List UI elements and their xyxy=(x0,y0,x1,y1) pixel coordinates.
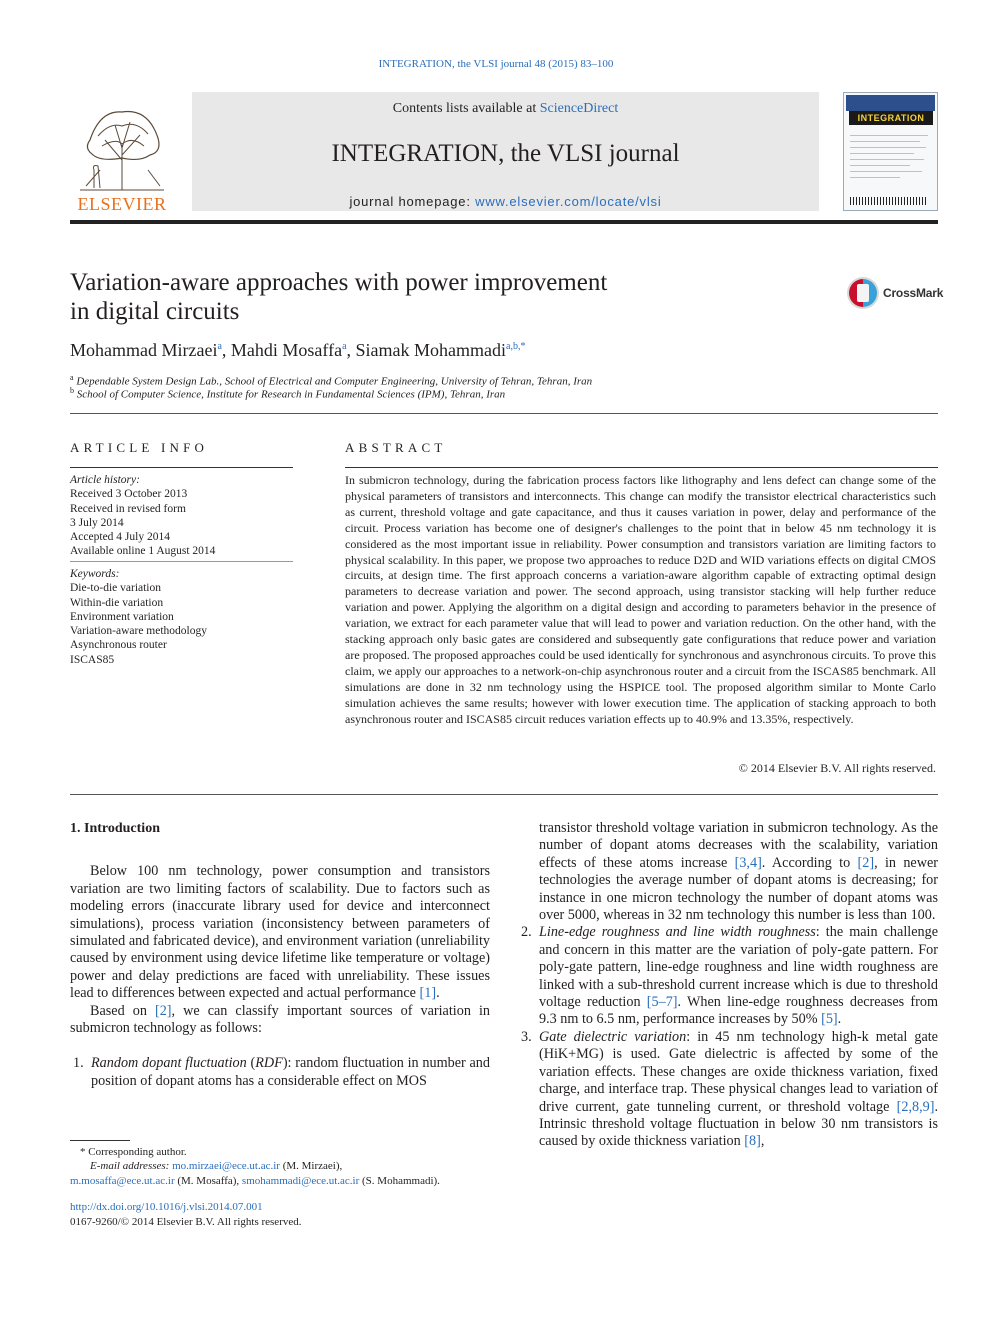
divider xyxy=(70,467,293,468)
keyword: ISCAS85 xyxy=(70,653,115,666)
list-item-title: Gate dielectric variation xyxy=(539,1028,687,1045)
journal-citation-link[interactable]: INTEGRATION, the VLSI journal 48 (2015) 83–100 xyxy=(378,58,614,70)
journal-cover-thumbnail[interactable] xyxy=(843,92,938,211)
text-run: . xyxy=(837,1011,842,1028)
affiliation-text: Dependable System Design Lab., School of Electrical and Computer Engineering, University of Tehran, Tehran, Iran xyxy=(76,375,593,388)
cover-line xyxy=(850,165,910,166)
issn-copyright: 0167-9260/© 2014 Elsevier B.V. All rights reserved. xyxy=(70,1216,302,1228)
email-owner: (S. Mohammadi). xyxy=(359,1174,440,1187)
history-entry: Received 3 October 2013 xyxy=(70,488,188,501)
paper-title-line: in digital circuits xyxy=(70,298,240,325)
email-link[interactable]: mo.mirzaei@ece.ut.ac.ir xyxy=(172,1160,280,1173)
doi-link[interactable]: http://dx.doi.org/10.1016/j.vlsi.2014.07.001 xyxy=(70,1201,263,1213)
email-owner: (M. Mirzaei), xyxy=(279,1160,343,1173)
text-run: , xyxy=(760,1133,765,1150)
paragraph xyxy=(70,1003,490,1038)
abstract-heading: ABSTRACT xyxy=(345,440,447,455)
text-run: . When line-edge roughness decreases from 9.3 nm to 6.5 nm, performance increases by 50% xyxy=(539,994,939,1028)
keyword: Environment variation xyxy=(70,610,174,623)
text-run: , we can classify important sources of variation in submicron technology as follows: xyxy=(70,1002,490,1037)
author-name: Mohammad Mirzaei xyxy=(70,340,218,360)
author-name: Siamak Mohammadi xyxy=(355,340,507,360)
cover-line xyxy=(850,171,922,172)
divider xyxy=(70,413,938,414)
footnote-rule xyxy=(70,1140,130,1141)
email-line xyxy=(70,1159,490,1173)
keyword: Within-die variation xyxy=(70,596,164,609)
author-separator: , xyxy=(346,340,356,360)
abstract-text: In submicron technology, during the fabrication process factors like lithography and lens defect can change some of the physical parameters of transistors and interconnects. This change can modify the transistor electrical characteristics such as current, threshold voltage and gate capacitance, and thus it causes variation in power, delay and performance of the circuit. Process variation has become one of designer's challenges to the point that in below 45 nm technology it is considered as the most important issue in reliability. Power consumption and transistors variation are limiting factors to physical scalability. In this paper, we propose two approaches to reduce D2D and WID variations effects on digital CMOS circuits, at design time. The first approach concerns a variation-aware algorithm capable of extracting optimal design parameters to decrease variation and power. The second approach, using transistor stacking will help further reduce variation and power. Applying the algorithm on a digital design and according to parameters behavior in the presence of variation, we extract for each parameter value that will lead to power and variation reduction. On the other hand, with the stacking approach only basic gates are considered and subsequently gate configurations that reduce power and variation are proposed. The proposed approaches could be used identically for synchronous and asynchronous circuits. To prove this claim, we apply our approaches to a network-on-chip asynchronous router and a circuit from the ISCAS85 benchmark. All simulations are done in 32 nm technology using the HSPICE tool. The proposed algorithm similar to Monte Carlo simulation achieves the same results; however with lower execution time. The application of stacking approach to both asynchronous router and ISCAS85 circuit reduces variation effects up to 40.9% and 13.35%, respectively. xyxy=(345,473,936,726)
history-entry: Received in revised form xyxy=(70,502,186,515)
list-item xyxy=(518,924,938,1028)
cover-title: INTEGRATION xyxy=(849,111,933,125)
text-run: ( xyxy=(246,1055,256,1072)
text-run: . xyxy=(436,985,440,1002)
journal-homepage-line xyxy=(192,194,819,209)
article-info-heading: ARTICLE INFO xyxy=(70,440,209,455)
citation-link[interactable]: [5] xyxy=(821,1011,838,1028)
citation-link[interactable]: [5–7] xyxy=(646,994,678,1011)
divider xyxy=(70,561,293,562)
keywords xyxy=(70,567,207,667)
citation-link[interactable]: [1] xyxy=(419,985,437,1002)
crossmark-icon[interactable] xyxy=(846,276,880,310)
list-item xyxy=(70,1055,490,1090)
author-affil-mark[interactable]: a,b,* xyxy=(506,341,526,352)
divider xyxy=(70,794,938,795)
cover-line xyxy=(850,135,928,136)
list-number: 3. xyxy=(521,1028,532,1045)
list-item-continuation xyxy=(539,820,938,924)
cover-line xyxy=(850,177,900,178)
author-separator: , xyxy=(221,340,231,360)
history-label: Article history: xyxy=(70,474,140,486)
keyword: Asynchronous router xyxy=(70,639,167,652)
cover-line xyxy=(850,147,926,148)
cover-barcode xyxy=(850,197,928,205)
homepage-link[interactable]: www.elsevier.com/locate/vlsi xyxy=(475,194,662,209)
cover-line xyxy=(850,141,920,142)
contents-available-line xyxy=(192,101,819,117)
abbreviation: RDF xyxy=(255,1055,283,1072)
email-label: E-mail addresses: xyxy=(90,1160,173,1173)
list-item-title: Line-edge roughness and line width roughness xyxy=(539,924,816,941)
history-entry: 3 July 2014 xyxy=(70,516,124,529)
text-run: : in 45 nm technology high-k metal gate (HiK+MG) is used. Gate dielectric is affected by some of the variation effects. These changes are oxide thickness variation, fixed charge, and interface trap. These physical changes lead to variation of drive current, gate tunneling current, or threshold voltage xyxy=(539,1028,938,1115)
text-run: Below 100 nm technology, power consumption and transistors variation are two limiting factors of scalability. Due to factors such as modeling errors (inaccurate library used for device and interconnect simulations), process variation (inconsistency between parameters of simulated and fabricated device), and environment variation (unreliability caused by environment using device lifetime like temperature or voltage) power and delay predictions are faced with unreliability. These issues lead to differences between expected and actual performance xyxy=(70,863,490,1002)
email-link[interactable]: smohammadi@ece.ut.ac.ir xyxy=(241,1174,360,1187)
keyword: Die-to-die variation xyxy=(70,582,162,595)
paragraph xyxy=(70,863,490,1002)
keyword: Variation-aware methodology xyxy=(70,625,207,638)
citation-link[interactable]: [2] xyxy=(857,854,875,871)
sciencedirect-link[interactable]: ScienceDirect xyxy=(539,101,619,116)
text-run: . Intrinsic threshold voltage fluctuation in below 30 nm transistors is caused by oxide thickness variation xyxy=(539,1098,938,1150)
text-run: , in newer technologies the average number of dopant atoms is decreasing; for instance in one micron technology the number of dopant atoms was over 5000, whereas in 32 nm technology this number is less than 100. xyxy=(539,854,938,924)
email-line xyxy=(70,1174,490,1188)
list-number: 1. xyxy=(73,1055,84,1072)
text-run: Based on xyxy=(90,1002,155,1019)
journal-title: INTEGRATION, the VLSI journal xyxy=(331,140,680,167)
cover-line xyxy=(850,153,914,154)
email-owner: (M. Mosaffa), xyxy=(174,1174,242,1187)
paper-title xyxy=(70,268,710,326)
section-heading-introduction: 1. Introduction xyxy=(70,821,160,836)
list-item xyxy=(518,1029,938,1151)
author-affil-mark[interactable]: a xyxy=(217,341,222,352)
corresponding-author-note: * Corresponding author. xyxy=(80,1146,187,1158)
affiliation-mark: a xyxy=(70,373,74,382)
citation-link[interactable]: [8] xyxy=(744,1133,761,1150)
author-list xyxy=(70,340,525,361)
author-name: Mahdi Mosaffa xyxy=(230,340,343,360)
paper-title-line: Variation-aware approaches with power improvement xyxy=(70,269,608,296)
text-run: . According to xyxy=(761,854,858,871)
text-run: : the main challenge and concern in this matter are the variation of poly-gate pattern. For poly-gate pattern, line-edge roughness and line width roughness are linked with a sub-threshold current increase which is due to threshold voltage reduction xyxy=(539,924,938,1011)
email-link[interactable]: m.mosaffa@ece.ut.ac.ir xyxy=(70,1174,175,1187)
text-run: ): random fluctuation in number and position of dopant atoms has a considerable effect on MOS xyxy=(91,1055,490,1089)
citation-link[interactable]: [2] xyxy=(154,1002,172,1019)
author-affil-mark[interactable]: a xyxy=(342,341,347,352)
abstract-copyright: © 2014 Elsevier B.V. All rights reserved. xyxy=(738,761,936,775)
divider xyxy=(345,467,938,468)
history-entry: Accepted 4 July 2014 xyxy=(70,531,170,544)
crossmark-label[interactable]: CrossMark xyxy=(883,286,944,300)
footnote xyxy=(70,1145,490,1188)
elsevier-wordmark[interactable]: ELSEVIER xyxy=(77,194,167,214)
affiliation-text: School of Computer Science, Institute for Research in Fundamental Sciences (IPM), Tehran, Iran xyxy=(76,388,506,401)
list-number: 2. xyxy=(521,924,532,941)
masthead-divider xyxy=(70,220,938,224)
keywords-label: Keywords: xyxy=(70,568,120,580)
article-history xyxy=(70,473,215,559)
citation-link[interactable]: [2,8,9] xyxy=(896,1098,935,1115)
list-item-title: Random dopant fluctuation xyxy=(91,1055,247,1072)
contents-prefix: Contents lists available at xyxy=(392,101,540,116)
body-column-right xyxy=(521,820,939,1151)
cover-line xyxy=(850,159,924,160)
affiliation-mark: b xyxy=(70,386,74,395)
cover-band xyxy=(846,95,935,111)
affiliation xyxy=(70,386,505,401)
citation-link[interactable]: [3,4] xyxy=(734,854,762,871)
homepage-prefix: journal homepage: xyxy=(349,194,476,209)
body-column-left xyxy=(70,820,490,1090)
history-entry: Available online 1 August 2014 xyxy=(70,545,216,558)
text-run: transistor threshold voltage variation in submicron technology. As the number of dopant atoms decreases with the scalability, variation effects of these atoms increase xyxy=(539,820,938,871)
